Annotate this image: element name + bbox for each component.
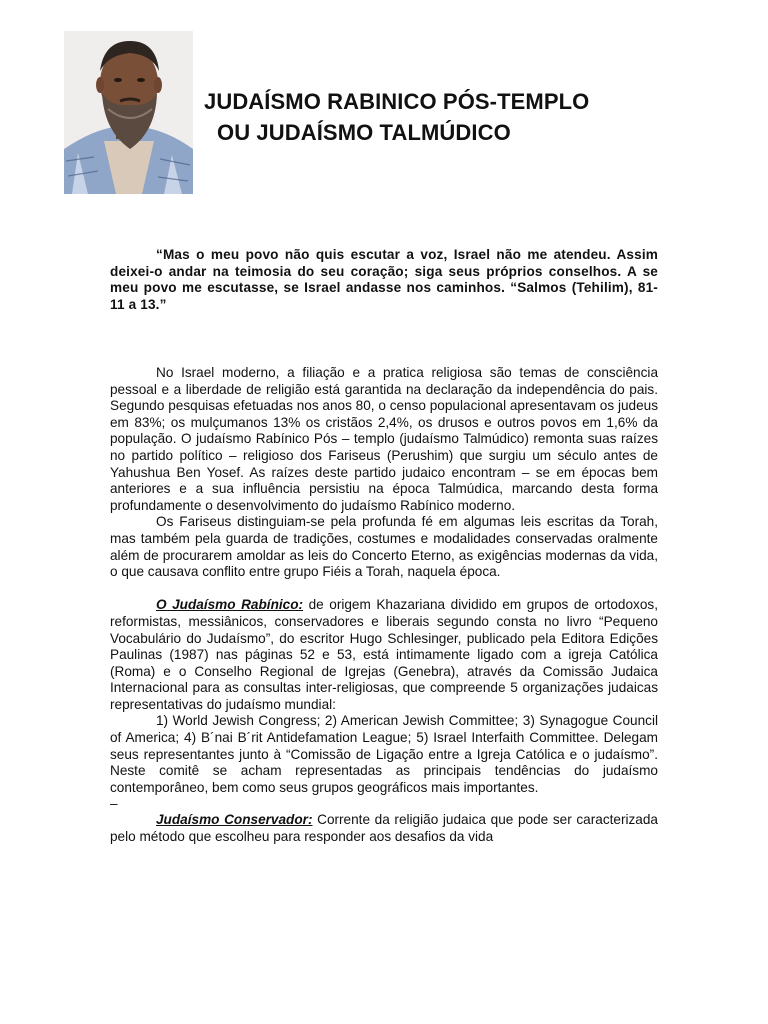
paragraph-3-text: de origem Khazariana dividido em grupos de ortodoxos, reformistas, messiânicos, conservadores e liberais segundo consta no livro “Pequeno Vocabulário do Judaísmo”, do escritor Hugo Schlesinger, publicado pela Editora Edições Paulinas (1987) nas páginas 52 e 53, está intimamente ligado com a igreja Católica (Roma) e o Conselho Regional de Igrejas (Genebra), através da Comissão Judaica Internacional para as consultas inter-religiosas, que compreende 5 organizações judaicas representativas do judaísmo mundial: <box>110 597 658 712</box>
paragraph-5-text: Corrente da religião judaica que pode ser caracterizada pelo método que escolheu para responder aos desafios da vida <box>110 812 658 845</box>
paragraph-5 <box>110 812 658 845</box>
separator-dash: – <box>110 796 118 812</box>
page-title <box>204 86 734 148</box>
portrait-image <box>64 31 193 194</box>
section-heading-rabinico: O Judaísmo Rabínico: <box>156 597 304 613</box>
paragraph-3 <box>110 597 658 713</box>
title-line-2: OU JUDAÍSMO TALMÚDICO <box>217 120 511 145</box>
paragraph-1: No Israel moderno, a filiação e a pratica religiosa são temas de consciência pessoal e a liberdade de religião está garantida na declaração da independência do pais. Segundo pesquisas efetuadas nos anos 80, o censo populacional apresentavam os judeus em 83%; os mulçumanos 13% os cristãos 2,4%, os drusos e outros povos em 1,6% da população. O judaísmo Rabínico Pós – templo (judaísmo Talmúdico) remonta suas raízes no partido político – religioso dos Fariseus (Perushim) que surgiu um século antes de Yahushua Ben Yosef. As raízes deste partido judaico encontram – se em épocas bem anteriores e a sua influência persistiu na época Talmúdica, marcando desta forma profundamente o desenvolvimento do judaísmo Rabínico moderno. <box>110 365 658 513</box>
document-body <box>110 365 658 846</box>
paragraph-4: 1) World Jewish Congress; 2) American Jewish Committee; 3) Synagogue Council of America; 4) B´nai B´rit Antidefamation League; 5) Israel Interfaith Committee. Delegam seus representantes junto à “Comissão de Ligação entre a Igreja Católica e o judaísmo”. Neste comitê se acham representadas as principais tendências do judaísmo contemporâneo, bem como seus grupos geográficos mais importantes. <box>110 713 658 795</box>
paragraph-2: Os Fariseus distinguiam-se pela profunda fé em algumas leis escritas da Torah, mas também pela guarda de tradições, costumes e modalidades conservadas oralmente além de procurarem amoldar as leis do Concerto Eterno, as exigências modernas da vida, o que causava conflito entre grupo Fiéis a Torah, naquela época. <box>110 514 658 580</box>
title-line-1: JUDAÍSMO RABINICO PÓS-TEMPLO <box>204 89 590 114</box>
epigraph-quote <box>110 247 658 313</box>
quote-text: “Mas o meu povo não quis escutar a voz, Israel não me atendeu. Assim deixei-o andar na teimosia do seu coração; siga seus próprios conselhos. A se meu povo me escutasse, se Israel andasse nos caminhos. “Salmos (Tehilim), 81-11 a 13.” <box>110 247 658 312</box>
section-heading-conservador: Judaísmo Conservador: <box>156 812 313 828</box>
author-photo <box>64 31 193 194</box>
